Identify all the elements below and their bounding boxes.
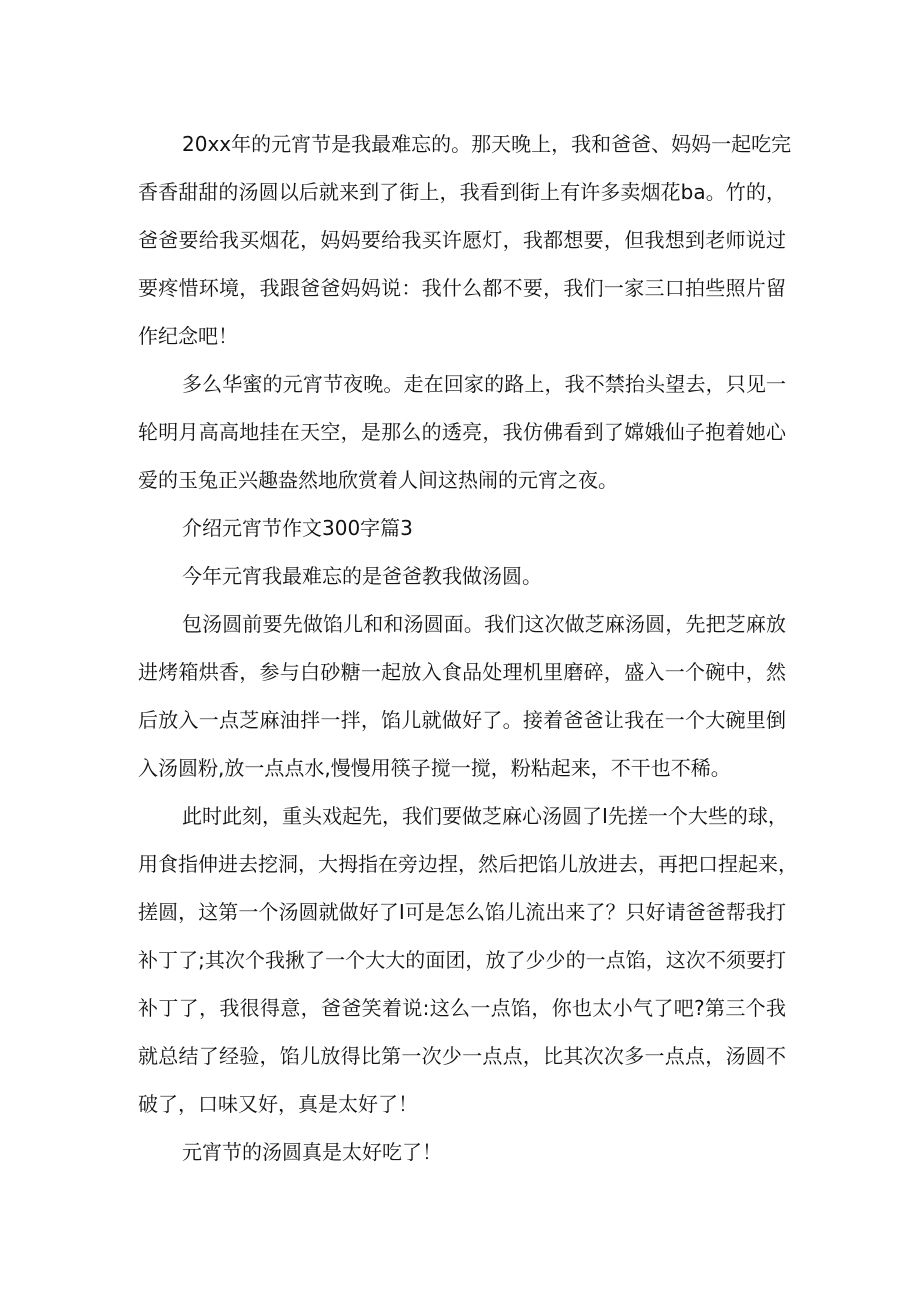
- section-heading: [138, 504, 786, 552]
- document-body: [138, 120, 798, 1176]
- paragraph-5: [138, 792, 798, 1128]
- text-line: 破了，口味又好，真是太好了！: [138, 1092, 418, 1116]
- text-line: 包汤圆前要先做馅儿和和汤圆面。我们这次做芝麻汤圆，先把芝麻放: [182, 612, 786, 636]
- text-line: 此时此刻，重头戏起先，我们要做芝麻心汤圆了I先搓一个大些的球，: [182, 804, 788, 828]
- text-line: 用食指伸进去挖洞，大拇指在旁边捏，然后把馅儿放进去，再把口捏起来，: [138, 852, 798, 876]
- paragraph-3: [138, 552, 786, 600]
- text-line: 要疼惜环境，我跟爸爸妈妈说：我什么都不要，我们一家三口拍些照片留: [138, 276, 786, 300]
- text-line: 后放入一点芝麻油拌一拌，馅儿就做好了。接着爸爸让我在一个大碗里倒: [138, 708, 786, 732]
- text-line: 爱的玉兔正兴趣盎然地欣赏着人间这热闹的元宵之夜。: [138, 468, 618, 492]
- text-line: 爸爸要给我买烟花，妈妈要给我买许愿灯，我都想要，但我想到老师说过: [138, 228, 786, 252]
- text-line: 20xx年的元宵节是我最难忘的。那天晚上，我和爸爸、妈妈一起吃完: [182, 132, 792, 156]
- text-line: 入汤圆粉,放一点点水,慢慢用筷子搅一搅，粉粘起来，不干也不稀。: [138, 756, 731, 780]
- text-line: 作纪念吧！: [138, 324, 238, 348]
- text-line: 今年元宵我最难忘的是爸爸教我做汤圆。: [182, 564, 542, 588]
- text-line: 补丁了;其次个我揪了一个大大的面团，放了少少的一点馅，这次不须要打: [138, 948, 786, 972]
- text-line: 轮明月高高地挂在天空，是那么的透亮，我仿佛看到了嫦娥仙子抱着她心: [138, 420, 786, 444]
- paragraph-6: [138, 1128, 786, 1176]
- text-line: 多么华蜜的元宵节夜晚。走在回家的路上，我不禁抬头望去，只见一: [182, 372, 786, 396]
- paragraph-2: [138, 360, 786, 504]
- paragraph-1: [138, 120, 792, 360]
- paragraph-4: [138, 600, 786, 792]
- text-line: 搓圆，这第一个汤圆就做好了I可是怎么馅儿流出来了？只好请爸爸帮我打: [138, 900, 786, 924]
- text-line: 元宵节的汤圆真是太好吃了！: [182, 1140, 442, 1164]
- text-line: 香香甜甜的汤圆以后就来到了街上，我看到街上有许多卖烟花ba。竹的，: [138, 180, 786, 204]
- heading-text: 介绍元宵节作文300字篇3: [182, 516, 413, 540]
- text-line: 就总结了经验，馅儿放得比第一次少一点点，比其次次多一点点，汤圆不: [138, 1044, 786, 1068]
- text-line: 进烤箱烘香，参与白砂糖一起放入食品处理机里磨碎，盛入一个碗中，然: [138, 660, 786, 684]
- text-line: 补丁了，我很得意，爸爸笑着说:这么一点馅，你也太小气了吧?第三个我: [138, 996, 786, 1020]
